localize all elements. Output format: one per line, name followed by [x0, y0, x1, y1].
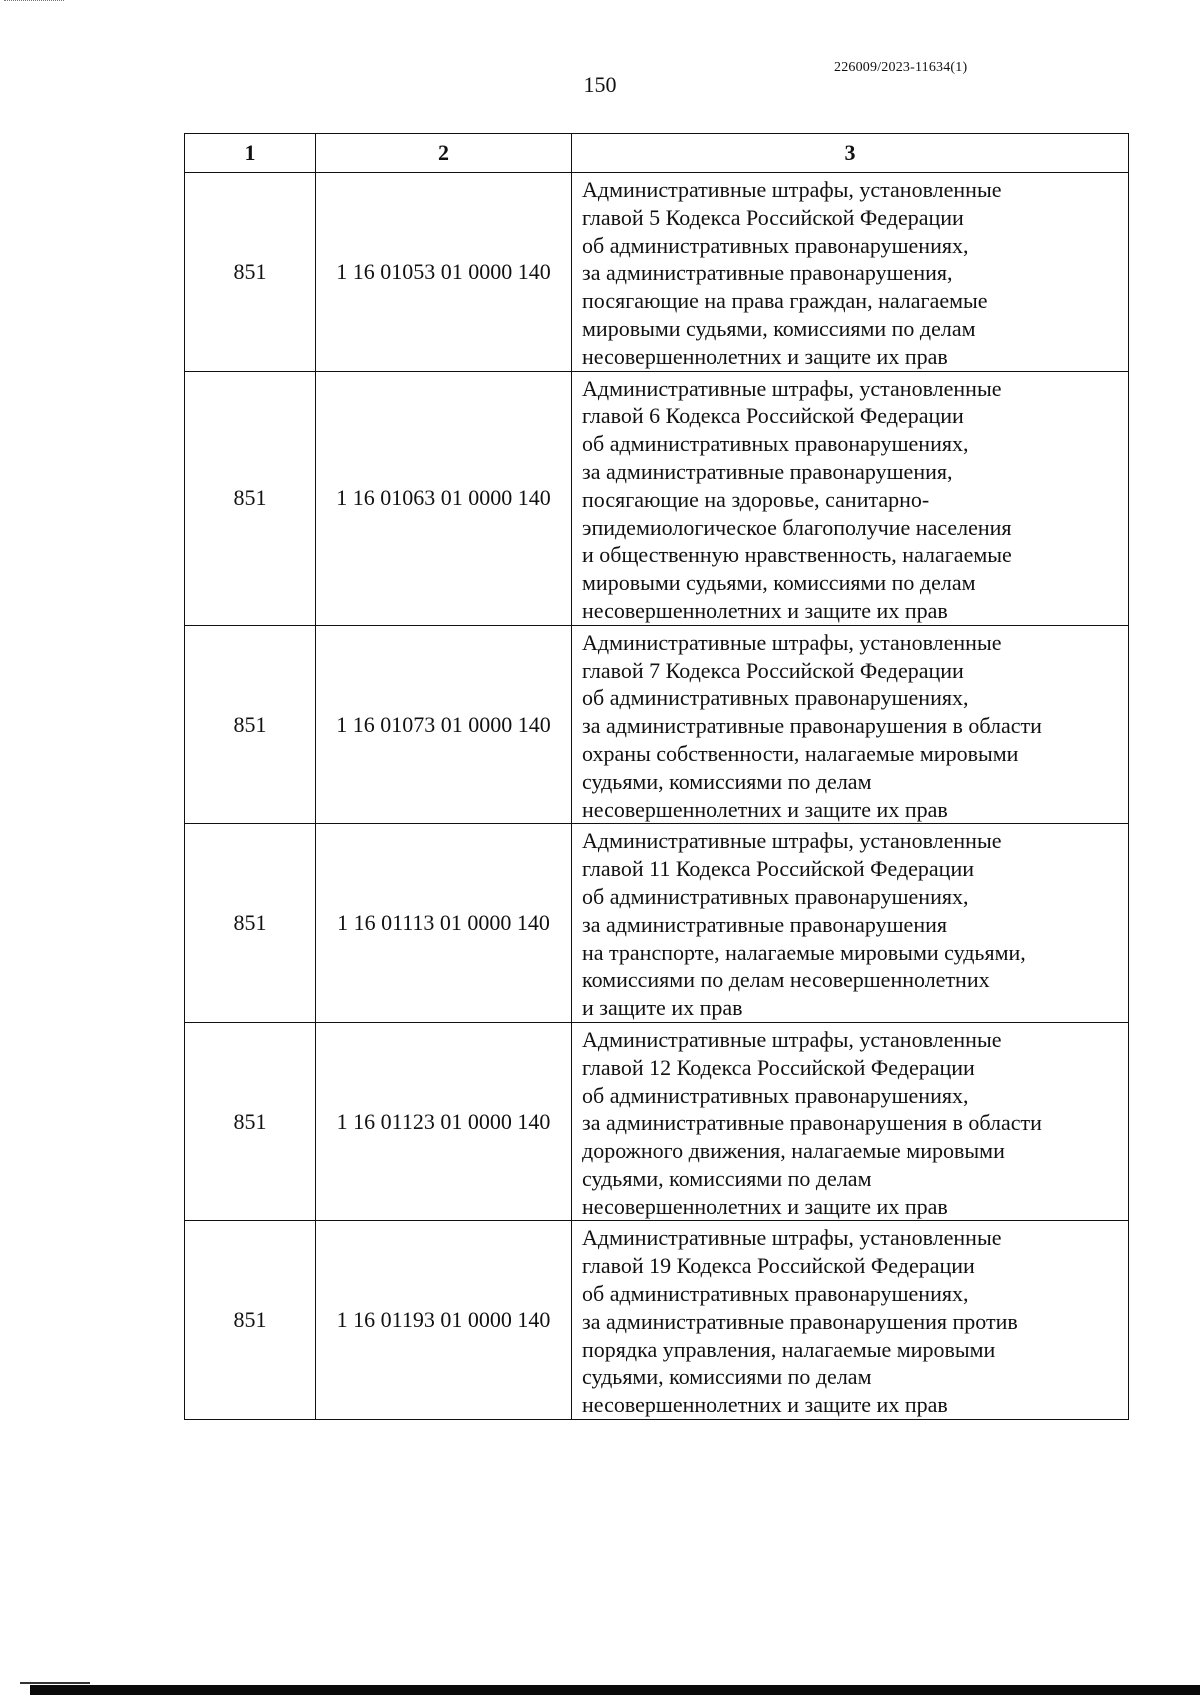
description-line: об административных правонарушениях, — [582, 232, 969, 258]
budget-codes-table — [184, 133, 1129, 1420]
description-line: за административные правонарушения против — [582, 1308, 1018, 1334]
table-row — [185, 625, 1129, 824]
description-line: Административные штрафы, установленные — [582, 177, 1002, 202]
description-line: об административных правонарушениях, — [582, 685, 969, 711]
description-line: Административные штрафы, установленные — [582, 375, 1002, 401]
budget-classification-code-cell: 1 16 01063 01 0000 140 — [316, 371, 572, 625]
table-body — [185, 173, 1129, 1420]
description-line: несовершеннолетних и защите их прав — [582, 1193, 948, 1219]
admin-code-cell: 851 — [185, 824, 316, 1023]
budget-classification-code-cell: 1 16 01123 01 0000 140 — [316, 1022, 572, 1221]
description-line: об административных правонарушениях, — [582, 1281, 969, 1307]
description-line: об административных правонарушениях, — [582, 1082, 969, 1108]
description-line: Административные штрафы, установленные — [582, 629, 1002, 655]
column-header-2: 2 — [316, 134, 572, 173]
scan-edge-line — [20, 1682, 90, 1684]
description-line: главой 7 Кодекса Российской Федерации — [582, 657, 964, 683]
description-line: об административных правонарушениях, — [582, 883, 969, 909]
budget-classification-code-cell: 1 16 01053 01 0000 140 — [316, 173, 572, 372]
description-line: главой 5 Кодекса Российской Федерации — [582, 204, 964, 230]
description-line: на транспорте, налагаемые мировыми судьями, — [582, 939, 1026, 965]
column-header-3: 3 — [572, 134, 1129, 173]
admin-code-cell: 851 — [185, 1221, 316, 1420]
description-line: за административные правонарушения, — [582, 458, 953, 484]
scan-artifact-mark — [4, 0, 64, 4]
column-header-1: 1 — [185, 134, 316, 173]
description-line: несовершеннолетних и защите их прав — [582, 343, 948, 369]
description-cell — [572, 371, 1129, 625]
description-line: судьями, комиссиями по делам — [582, 768, 872, 794]
description-line: главой 19 Кодекса Российской Федерации — [582, 1253, 975, 1279]
description-line: и защите их прав — [582, 995, 743, 1021]
description-cell — [572, 1022, 1129, 1221]
description-cell — [572, 173, 1129, 372]
description-line: Административные штрафы, установленные — [582, 828, 1002, 854]
description-line: эпидемиологическое благополучие населения — [582, 514, 1012, 540]
description-line: главой 12 Кодекса Российской Федерации — [582, 1054, 975, 1080]
description-line: Административные штрафы, установленные — [582, 1026, 1002, 1052]
page-number: 150 — [583, 72, 617, 97]
description-line: порядка управления, налагаемые мировыми — [582, 1336, 996, 1362]
description-cell — [572, 625, 1129, 824]
description-line: и общественную нравственность, налагаемые — [582, 542, 1012, 568]
description-line: несовершеннолетних и защите их прав — [582, 796, 948, 822]
admin-code-cell: 851 — [185, 625, 316, 824]
description-line: охраны собственности, налагаемые мировыми — [582, 740, 1019, 766]
document-id: 226009/2023-11634(1) — [834, 60, 968, 75]
description-line: мировыми судьями, комиссиями по делам — [582, 315, 976, 341]
table-header-row — [185, 134, 1129, 173]
budget-classification-code-cell: 1 16 01193 01 0000 140 — [316, 1221, 572, 1420]
description-line: за административные правонарушения, — [582, 260, 953, 286]
description-line: за административные правонарушения — [582, 911, 947, 937]
description-line: судьями, комиссиями по делам — [582, 1165, 872, 1191]
description-line: несовершеннолетних и защите их прав — [582, 1392, 948, 1418]
table-row — [185, 1022, 1129, 1221]
table-row — [185, 173, 1129, 372]
scan-bottom-border — [30, 1685, 1200, 1695]
description-line: судьями, комиссиями по делам — [582, 1364, 872, 1390]
table-row — [185, 371, 1129, 625]
admin-code-cell: 851 — [185, 173, 316, 372]
description-line: дорожного движения, налагаемые мировыми — [582, 1138, 1005, 1164]
description-line: Административные штрафы, установленные — [582, 1225, 1002, 1251]
description-line: посягающие на права граждан, налагаемые — [582, 288, 988, 314]
admin-code-cell: 851 — [185, 371, 316, 625]
description-cell — [572, 1221, 1129, 1420]
description-cell — [572, 824, 1129, 1023]
budget-classification-code-cell: 1 16 01073 01 0000 140 — [316, 625, 572, 824]
admin-code-cell: 851 — [185, 1022, 316, 1221]
description-line: мировыми судьями, комиссиями по делам — [582, 570, 976, 596]
budget-classification-code-cell: 1 16 01113 01 0000 140 — [316, 824, 572, 1023]
table-row — [185, 824, 1129, 1023]
description-line: несовершеннолетних и защите их прав — [582, 597, 948, 623]
description-line: об административных правонарушениях, — [582, 431, 969, 457]
description-line: посягающие на здоровье, санитарно- — [582, 486, 930, 512]
description-line: главой 11 Кодекса Российской Федерации — [582, 856, 975, 882]
table-row — [185, 1221, 1129, 1420]
description-line: за административные правонарушения в области — [582, 713, 1042, 739]
description-line: за административные правонарушения в области — [582, 1110, 1042, 1136]
description-line: главой 6 Кодекса Российской Федерации — [582, 403, 964, 429]
description-line: комиссиями по делам несовершеннолетних — [582, 967, 990, 993]
